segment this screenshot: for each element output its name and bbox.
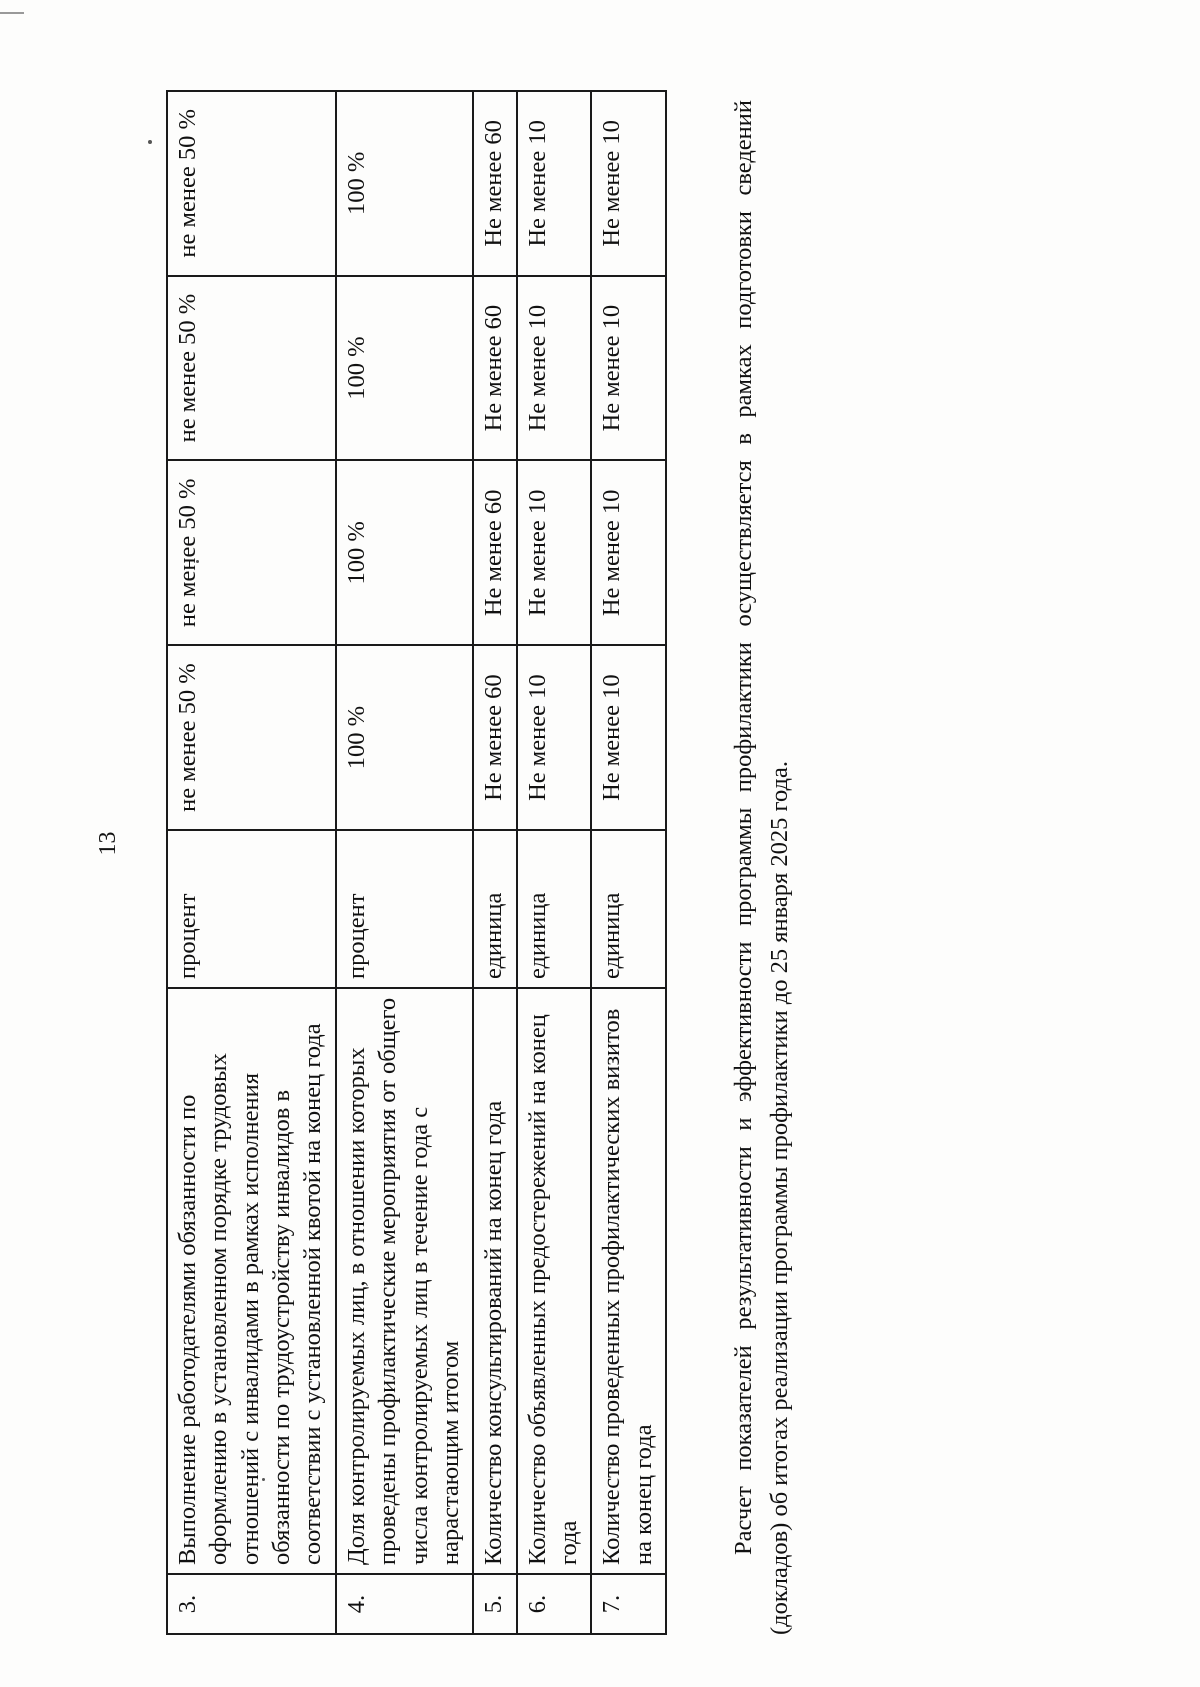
target-value-cell: 100 %	[336, 645, 473, 830]
table-row	[473, 91, 516, 1634]
target-value-cell: 100 %	[336, 91, 473, 276]
indicator-name-cell: Количество консультирований на конец года	[473, 988, 516, 1574]
indicator-name-cell: Выполнение работодателями обязанности по оформлению в установленном порядке трудовых отношений с инвалидами в рамках исполнения обязанности по трудоустройству инвалидов в соответствии с установленной квотой на конец года	[167, 988, 336, 1574]
target-value-cell: Не менее 10	[591, 461, 666, 646]
target-value-cell: Не менее 60	[473, 91, 516, 276]
row-number-cell: 6.	[517, 1574, 592, 1634]
indicator-name-cell: Доля контролируемых лиц, в отношении которых проведены профилактические мероприятия от общего числа контролируемых лиц в течение года с нарастающим итогом	[336, 988, 473, 1574]
target-value-cell: не менее 50 %	[167, 645, 336, 830]
page-number: 13	[95, 831, 121, 856]
target-value-cell: Не менее 10	[517, 91, 592, 276]
table-row	[336, 91, 473, 1634]
target-value-cell: Не менее 10	[517, 461, 592, 646]
target-value-cell: Не менее 10	[517, 276, 592, 461]
indicators-table	[166, 90, 667, 1635]
target-value-cell: 100 %	[336, 276, 473, 461]
table-row	[591, 91, 666, 1634]
table-row	[167, 91, 336, 1634]
indicator-name-cell: Количество проведенных профилактических визитов на конец года	[591, 988, 666, 1574]
target-value-cell: Не менее 60	[473, 645, 516, 830]
indicator-name-cell: Количество объявленных предостережений на конец года	[517, 988, 592, 1574]
target-value-cell: не менее 50 %	[167, 91, 336, 276]
row-number-cell: 7.	[591, 1574, 666, 1634]
target-value-cell: 100 %	[336, 461, 473, 646]
target-value-cell: не менее 50 %	[167, 461, 336, 646]
unit-cell: процент	[167, 830, 336, 988]
unit-cell: единица	[517, 830, 592, 988]
target-value-cell: Не менее 60	[473, 461, 516, 646]
target-value-cell: Не менее 10	[517, 645, 592, 830]
row-number-cell: 4.	[336, 1574, 473, 1634]
footer-paragraph: Расчет показателей результативности и эффективности программы профилактики осуществляется в рамках подготовки сведений (докладов) об итогах реализации программы профилактики до 25 января 2025 года.	[730, 100, 793, 1635]
target-value-cell: Не менее 60	[473, 276, 516, 461]
target-value-cell: Не менее 10	[591, 276, 666, 461]
target-value-cell: Не менее 10	[591, 645, 666, 830]
table-row	[517, 91, 592, 1634]
row-number-cell: 5.	[473, 1574, 516, 1634]
unit-cell: единица	[591, 830, 666, 988]
unit-cell: единица	[473, 830, 516, 988]
unit-cell: процент	[336, 830, 473, 988]
target-value-cell: Не менее 10	[591, 91, 666, 276]
row-number-cell: 3.	[167, 1574, 336, 1634]
target-value-cell: не менее 50 %	[167, 276, 336, 461]
